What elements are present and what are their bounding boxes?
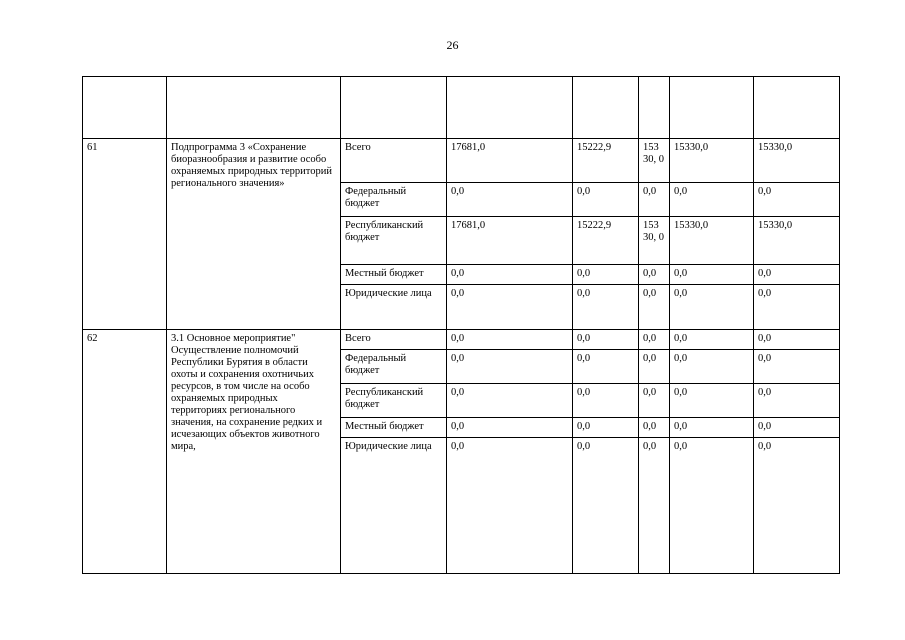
header-cell — [167, 77, 341, 139]
value-cell: 0,0 — [573, 330, 639, 350]
value-cell: 0,0 — [639, 384, 670, 418]
funding-source: Республиканский бюджет — [341, 384, 447, 418]
value-cell: 15330,0 — [670, 217, 754, 265]
value-cell: 15222,9 — [573, 139, 639, 183]
funding-source: Федеральный бюджет — [341, 350, 447, 384]
value-cell: 0,0 — [639, 418, 670, 438]
value-cell: 0,0 — [447, 350, 573, 384]
value-cell: 15330,0 — [754, 139, 840, 183]
value-cell: 0,0 — [573, 285, 639, 330]
value-cell: 153 30, 0 — [639, 217, 670, 265]
value-cell: 0,0 — [754, 265, 840, 285]
funding-source: Республиканский бюджет — [341, 217, 447, 265]
value-cell: 0,0 — [447, 418, 573, 438]
header-cell — [447, 77, 573, 139]
table-row — [83, 330, 840, 350]
value-cell: 15330,0 — [670, 139, 754, 183]
page-number: 26 — [446, 38, 459, 52]
value-cell: 0,0 — [447, 285, 573, 330]
value-cell: 0,0 — [670, 418, 754, 438]
value-cell: 0,0 — [447, 265, 573, 285]
funding-source: Всего — [341, 330, 447, 350]
value-cell: 0,0 — [639, 285, 670, 330]
program-name: Подпрограмма 3 «Сохранение биоразнообразия и развитие особо охраняемых природных территорий регионального значения» — [167, 139, 341, 330]
value-cell: 0,0 — [639, 438, 670, 574]
funding-source: Местный бюджет — [341, 418, 447, 438]
value-cell: 0,0 — [573, 418, 639, 438]
value-cell: 0,0 — [754, 418, 840, 438]
value-cell: 0,0 — [639, 265, 670, 285]
value-cell: 15330,0 — [754, 217, 840, 265]
value-cell: 0,0 — [573, 384, 639, 418]
value-cell: 0,0 — [670, 183, 754, 217]
header-cell — [754, 77, 840, 139]
value-cell: 0,0 — [639, 330, 670, 350]
value-cell: 0,0 — [670, 438, 754, 574]
value-cell: 0,0 — [754, 438, 840, 574]
value-cell: 0,0 — [670, 350, 754, 384]
header-cell — [573, 77, 639, 139]
value-cell: 0,0 — [639, 350, 670, 384]
header-cell — [639, 77, 670, 139]
value-cell: 0,0 — [447, 183, 573, 217]
header-cell — [83, 77, 167, 139]
value-cell: 0,0 — [670, 265, 754, 285]
value-cell: 17681,0 — [447, 139, 573, 183]
value-cell: 0,0 — [670, 285, 754, 330]
value-cell: 0,0 — [573, 350, 639, 384]
row-number: 61 — [83, 139, 167, 330]
value-cell: 153 30, 0 — [639, 139, 670, 183]
funding-source: Федеральный бюджет — [341, 183, 447, 217]
funding-source: Всего — [341, 139, 447, 183]
funding-source: Юридические лица — [341, 285, 447, 330]
value-cell: 0,0 — [754, 183, 840, 217]
table-header-row — [83, 77, 840, 139]
budget-table — [82, 76, 840, 574]
value-cell: 0,0 — [573, 183, 639, 217]
header-cell — [670, 77, 754, 139]
value-cell: 0,0 — [447, 330, 573, 350]
value-cell: 17681,0 — [447, 217, 573, 265]
funding-source: Местный бюджет — [341, 265, 447, 285]
value-cell: 0,0 — [447, 438, 573, 574]
header-cell — [341, 77, 447, 139]
program-name: 3.1 Основное мероприятие" Осуществление полномочий Республики Бурятия в области охоты и сохранения охотничьих ресурсов, в том числе на особо охраняемых природных территориях регионального значения, на сохранение редких и исчезающих объектов животного мира, — [167, 330, 341, 574]
value-cell: 0,0 — [639, 183, 670, 217]
value-cell: 0,0 — [754, 285, 840, 330]
value-cell: 0,0 — [754, 384, 840, 418]
value-cell: 15222,9 — [573, 217, 639, 265]
value-cell: 0,0 — [447, 384, 573, 418]
value-cell: 0,0 — [670, 330, 754, 350]
value-cell: 0,0 — [670, 384, 754, 418]
table-row — [83, 139, 840, 183]
row-number: 62 — [83, 330, 167, 574]
value-cell: 0,0 — [573, 438, 639, 574]
value-cell: 0,0 — [754, 330, 840, 350]
value-cell: 0,0 — [754, 350, 840, 384]
value-cell: 0,0 — [573, 265, 639, 285]
funding-source: Юридические лица — [341, 438, 447, 574]
